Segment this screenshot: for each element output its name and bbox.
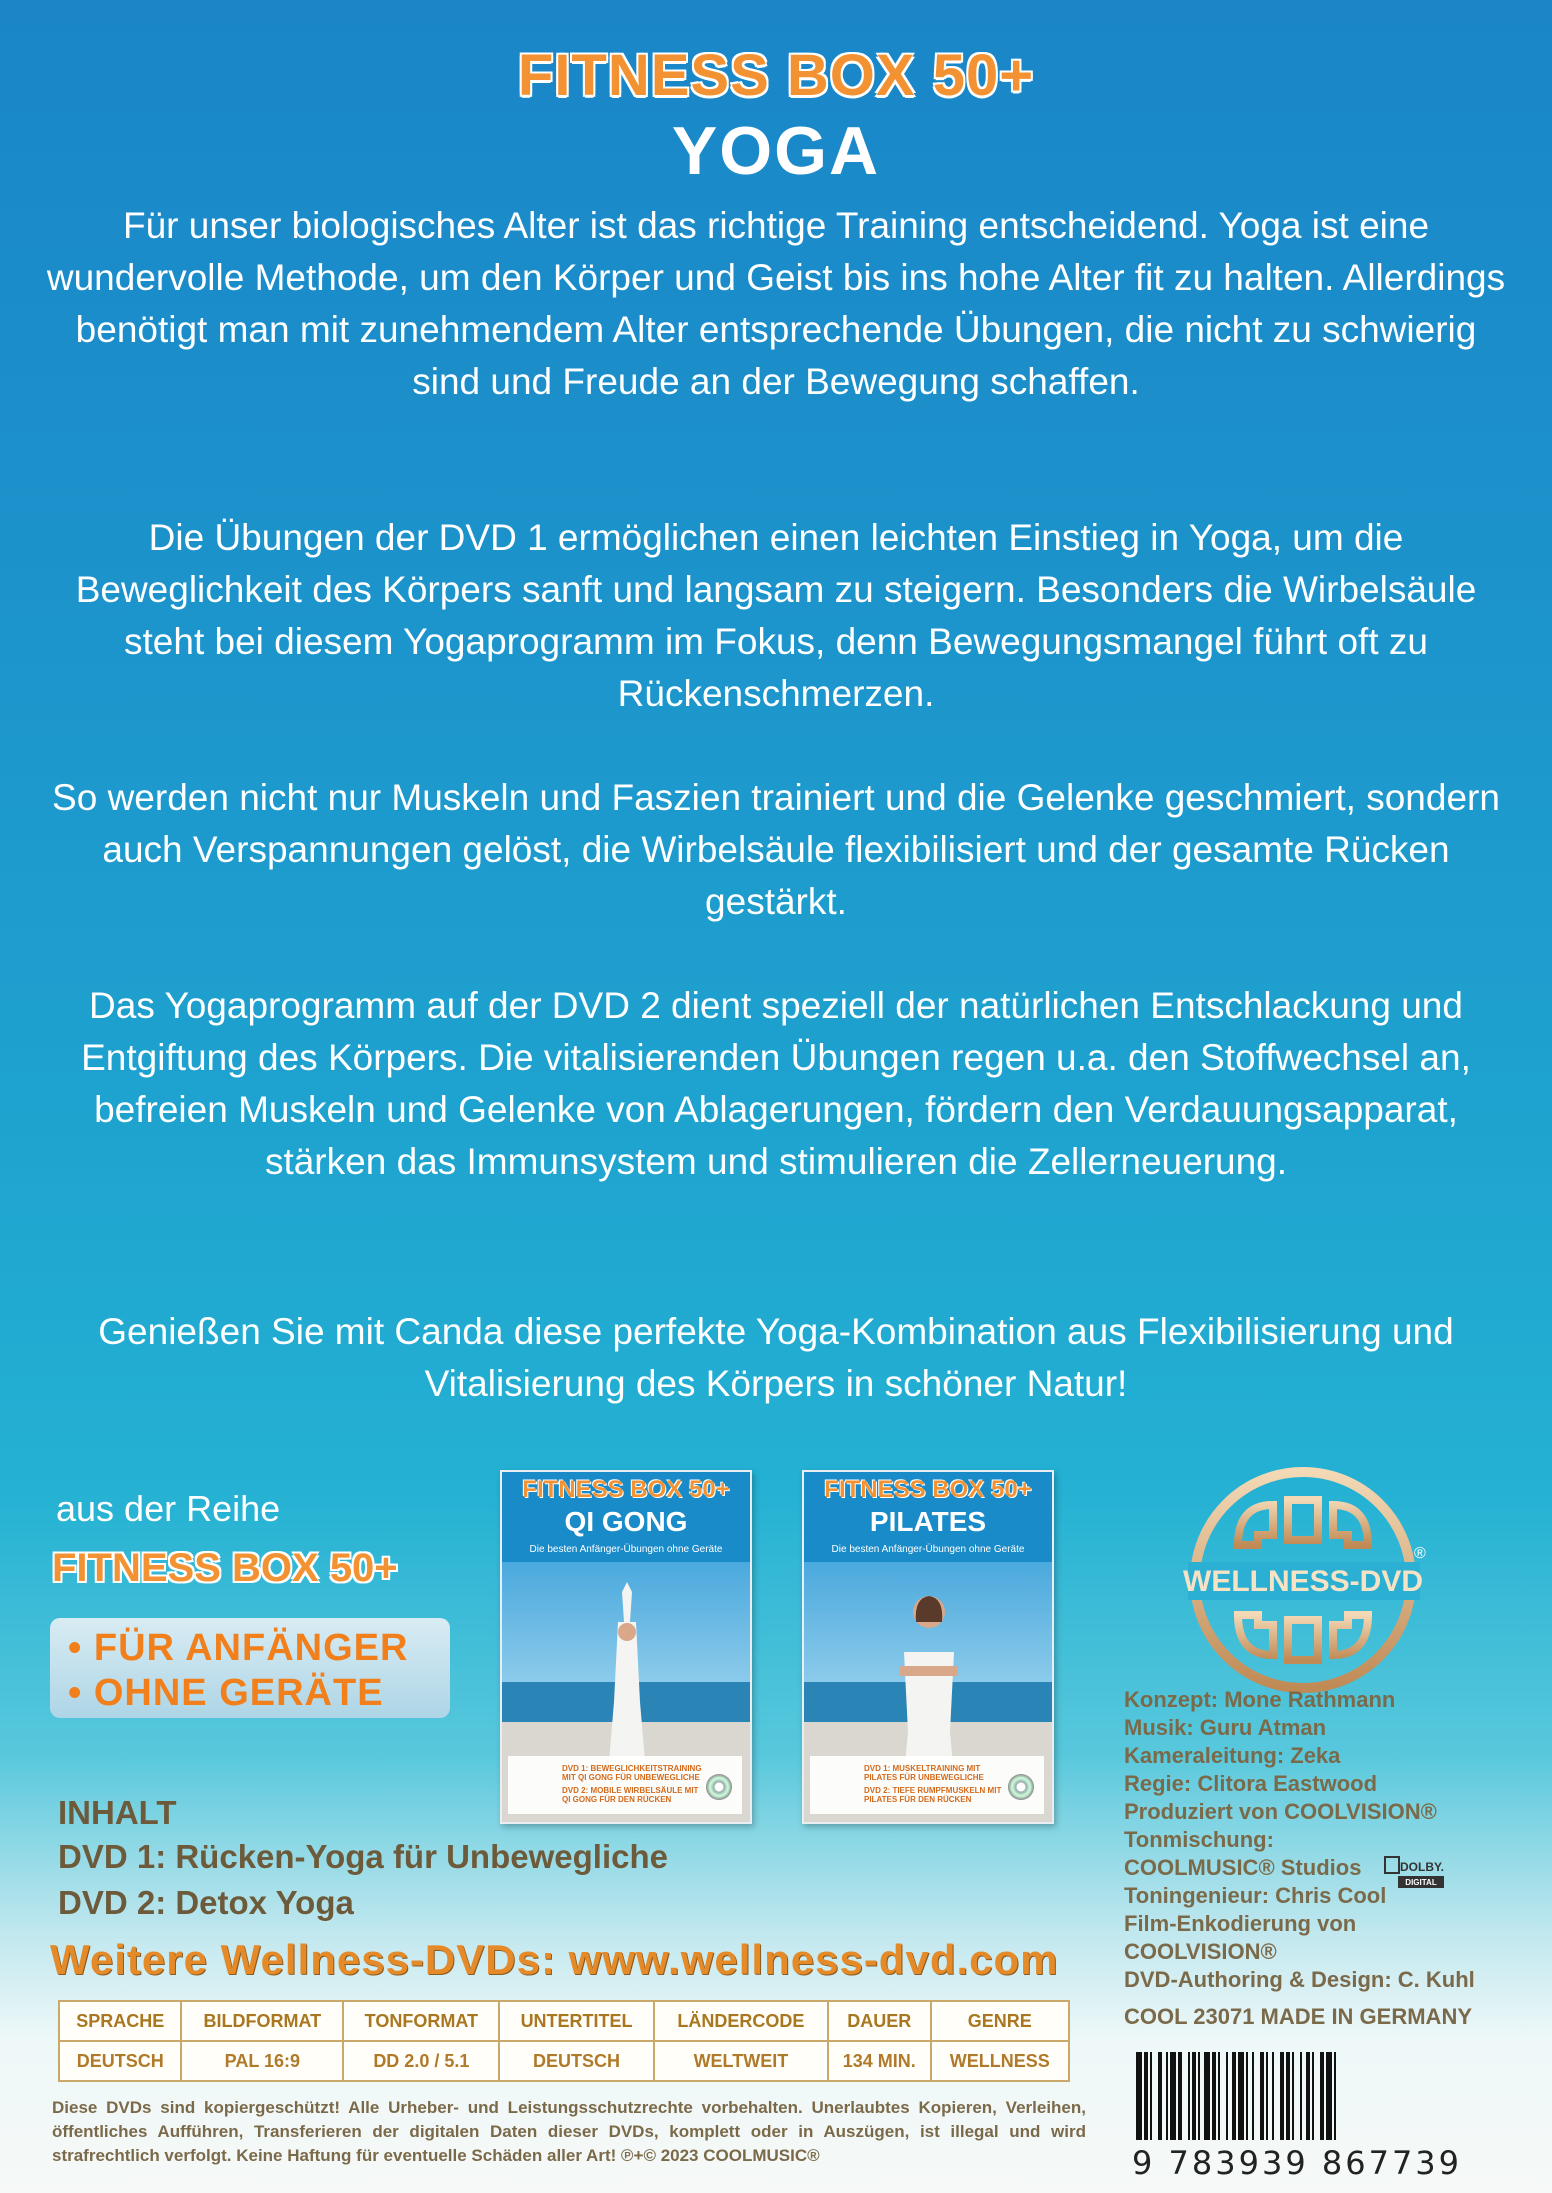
credit-line: DVD-Authoring & Design: C. Kuhl <box>1124 1967 1475 1992</box>
website-link[interactable]: Weitere Wellness-DVDs: www.wellness-dvd.com <box>50 1936 1059 1983</box>
contents-heading: INHALT <box>58 1794 177 1831</box>
legal-notice: Diese DVDs sind kopiergeschützt! Alle Urheber- und Leistungsschutzrechte vorbehalten. Unerlaubtes Kopieren, Verleihen, öffentliches Aufführen, Transferieren der digitalen Daten dieser DVDs, komplett oder in Auszügen, ist illegal und wird strafrechtlich verfolgt. Keine Haftung für eventuelle Schäden aller Art! ℗+© 2023 COOLMUSIC® <box>52 2098 1086 2165</box>
credit-line: Musik: Guru Atman <box>1124 1715 1327 1740</box>
credit-line: Toningenieur: Chris Cool <box>1124 1883 1387 1908</box>
specs-header: GENRE <box>931 2001 1069 2041</box>
dolby-sub: DIGITAL <box>1405 1878 1437 1887</box>
specs-value: WELLNESS <box>931 2041 1069 2081</box>
barcode-digits: 9 783939 867739 <box>1132 2144 1463 2182</box>
credit-line: Produziert von COOLVISION® <box>1124 1799 1437 1824</box>
credit-line: COOLMUSIC® Studios <box>1124 1855 1362 1880</box>
description-paragraph: Für unser biologisches Alter ist das richtige Training entscheidend. Yoga ist eine wundervolle Methode, um den Körper und Geist bis ins hohe Alter fit zu halten. Allerdings benötigt man mit zunehmendem Alter entsprechende Übungen, die nicht zu schwierig sind und Freude an der Bewegung schaffen. <box>46 205 1506 402</box>
logo-text: WELLNESS-DVD <box>1183 1565 1423 1598</box>
specs-value: 134 MIN. <box>828 2041 930 2081</box>
dvd-series: FITNESS BOX 50+ <box>522 1476 730 1503</box>
specs-value: DEUTSCH <box>499 2041 653 2081</box>
specs-header-row <box>59 2001 1069 2041</box>
related-dvd-cover[interactable] <box>500 1470 752 1824</box>
specs-value-row <box>59 2041 1069 2081</box>
dvd-contents-box <box>508 1756 742 1814</box>
credit-line: Konzept: Mone Rathmann <box>1124 1687 1396 1712</box>
specs-value: DD 2.0 / 5.1 <box>343 2041 499 2081</box>
description-paragraph: Das Yogaprogramm auf der DVD 2 dient speziell der natürlichen Entschlackung und Entgiftung des Körpers. Die vitalisierenden Übungen regen u.a. den Stoffwechsel an, befreien Muskeln und Gelenke von Ablagerungen, fördern den Verdauungsapparat, stärken das Immunsystem und stimulieren die Zellerneuerung. <box>81 985 1471 1182</box>
wellness-dvd-logo <box>1178 1450 1438 1710</box>
dolby-brand: DOLBY. <box>1399 1860 1444 1874</box>
specs-value: WELTWEIT <box>654 2041 828 2081</box>
catalog-number: COOL 23071 MADE IN GERMANY <box>1124 2004 1473 2029</box>
dvd-contents-box <box>810 1756 1044 1814</box>
specs-table <box>58 2000 1070 2082</box>
dvd-title: QI GONG <box>564 1506 688 1537</box>
description-paragraph: Die Übungen der DVD 1 ermöglichen einen leichten Einstieg in Yoga, um die Beweglichkeit des Körpers sanft und langsam zu steigern. Besonders die Wirbelsäule steht bei diesem Yogaprogramm im Fokus, denn Bewegungsmangel führt oft zu Rückenschmerzen. <box>75 517 1477 714</box>
specs-header: BILDFORMAT <box>181 2001 343 2041</box>
description-paragraph: So werden nicht nur Muskeln und Faszien trainiert und die Gelenke geschmiert, sondern auch Verspannungen gelöst, die Wirbelsäule flexibilisiert und der gesamte Rücken gestärkt. <box>52 777 1500 922</box>
credit-line: COOLVISION® <box>1124 1939 1277 1964</box>
series-name: FITNESS BOX 50+ <box>52 1546 398 1590</box>
specs-header: SPRACHE <box>59 2001 181 2041</box>
dvd-box-line: DVD 2: MOBILE WIRBELSÄULE MIT QI GONG FÜR DEN RÜCKEN <box>562 1786 699 1804</box>
credit-line: Tonmischung: <box>1124 1827 1274 1852</box>
dvd-subtitle: Die besten Anfänger-Übungen ohne Geräte <box>529 1544 723 1555</box>
contents-item: DVD 2: Detox Yoga <box>58 1884 354 1921</box>
credit-line: Film-Enkodierung von <box>1124 1911 1357 1936</box>
related-dvd-cover[interactable] <box>802 1470 1054 1824</box>
specs-header: UNTERTITEL <box>499 2001 653 2041</box>
feature-badge <box>50 1618 450 1718</box>
specs-value: PAL 16:9 <box>181 2041 343 2081</box>
specs-header: TONFORMAT <box>343 2001 499 2041</box>
disc-icon <box>706 1774 732 1800</box>
feature-item: • FÜR ANFÄNGER <box>68 1627 409 1669</box>
feature-item: • OHNE GERÄTE <box>68 1672 384 1714</box>
description-paragraph: Genießen Sie mit Canda diese perfekte Yoga-Kombination aus Flexibilisierung und Vitalisierung des Körpers in schöner Natur! <box>98 1311 1454 1404</box>
disc-icon <box>1008 1774 1034 1800</box>
barcode-icon <box>1130 2052 1530 2152</box>
credit-line: Regie: Clitora Eastwood <box>1124 1771 1378 1796</box>
series-title: FITNESS BOX 50+ <box>517 43 1035 108</box>
dvd-box-line: DVD 2: TIEFE RUMPFMUSKELN MIT PILATES FÜR DEN RÜCKEN <box>864 1786 1002 1804</box>
credit-line: Kameraleitung: Zeka <box>1124 1743 1341 1768</box>
specs-header: DAUER <box>828 2001 930 2041</box>
specs-value: DEUTSCH <box>59 2041 181 2081</box>
dvd-box-line: DVD 1: BEWEGLICHKEITSTRAINING MIT QI GONG FÜR UNBEWEGLICHE <box>562 1764 702 1782</box>
credits <box>1124 1686 1475 1994</box>
contents-item: DVD 1: Rücken-Yoga für Unbewegliche <box>58 1838 668 1875</box>
dvd-subtitle: Die besten Anfänger-Übungen ohne Geräte <box>831 1544 1025 1555</box>
dolby-digital-logo <box>1384 1856 1444 1890</box>
specs-header: LÄNDERCODE <box>654 2001 828 2041</box>
dvd-series: FITNESS BOX 50+ <box>824 1476 1032 1503</box>
dvd-title: PILATES <box>869 1506 987 1537</box>
series-label: aus der Reihe <box>56 1488 281 1529</box>
registered-mark: ® <box>1414 1545 1426 1562</box>
dvd-box-line: DVD 1: MUSKELTRAINING MIT PILATES FÜR UNBEWEGLICHE <box>864 1764 984 1782</box>
page-title: YOGA <box>671 113 881 189</box>
